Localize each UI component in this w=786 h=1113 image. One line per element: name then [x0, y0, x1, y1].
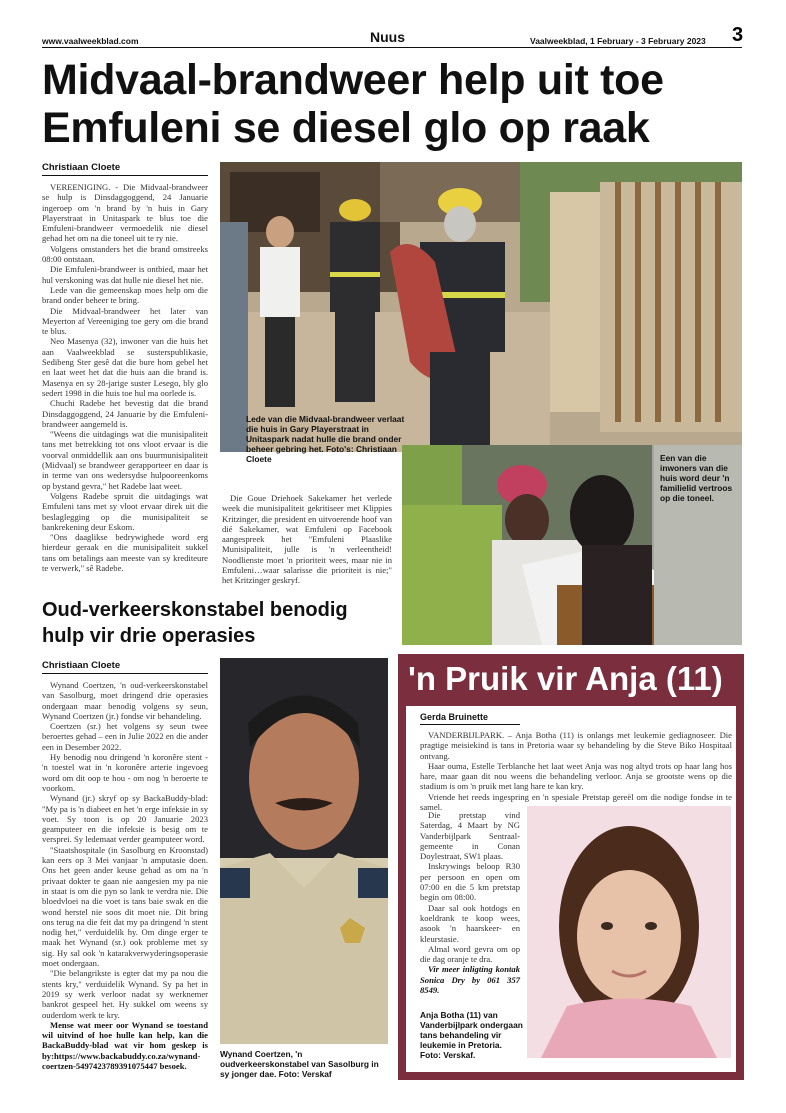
lead-paragraph: Volgens Radebe spruit die uitdagings wat Emfuleni tans met sy vloot ervaar direk uit die beslaglegging op die munisipaliteit se bankrekening deur Eskom.	[42, 490, 208, 532]
lead-paragraph: Chuchi Radebe het bevestig dat die brand Dinsdaggoggend, 24 Januarie by die Emfuleni-brandweer aangemeld is.	[42, 398, 208, 429]
section-label: Nuus	[370, 29, 405, 45]
lead-paragraph: "Weens die uitdagings wat die munisipaliteit tans met betrekking tot ons vloot ervaar is die voorval onmiddellik aan ons buurmunisipaliteit (Midvaal) se brandweer gerapporteer en daar is in terme van ons wedersydse hulpooreenkoms op bystand gevra," het Radebe laat weet.	[42, 429, 208, 491]
officer-portrait	[220, 658, 388, 1044]
anja-photo	[527, 806, 731, 1058]
lead-paragraph: "Ons daaglikse bedrywighede word erg hierdeur geraak en die munisipaliteit sukkel tans om betalings aan meeste van sy krediteure te verwerk," sê Radebe.	[42, 532, 208, 573]
header-rule	[42, 47, 742, 48]
story3-wide-column	[420, 730, 732, 812]
page-number: 3	[732, 24, 744, 46]
lead-paragraph: VEREENIGING. - Die Midvaal-brandweer se hulp is Dinsdaggoggend, 24 Januarie ingeroep om 'n brand by 'n huis in Gary Playerstraat in Unitaspark te blus toe die Emfuleni-brandweer vermoedelik nie diesel gehad het om na die toneel uit te ry nie.	[42, 182, 208, 244]
story3-paragraph: Haar ouma, Estelle Terblanche het laat weet Anja was nog altyd trots op haar lang hos hare, maar gaan dit nou weens die behandeling verloor. Anja se grootste wens op die stadium is om 'n pruik met lang hare te kan kry.	[420, 760, 732, 792]
lead-headline: Midvaal-brandweer help uit toe Emfuleni se diesel glo op raak	[42, 56, 664, 152]
story2-paragraph: Wynand (jr.) skryf op sy BackaBuddy-blad: "My pa is 'n diabeet en het 'n erge infeksie in sy voet. Sy toon is op 20 Januarie 2023 geamputeer en die infeksie is besig om te versprei. Sy ledemaat verder geamputeer word.	[42, 793, 208, 845]
consoling-caption: Een van die inwoners van die huis word deur 'n familielid vertroos op die toneel.	[660, 453, 733, 503]
story2-paragraph: Wynand Coertzen, 'n oud-verkeerskonstabel van Sasolburg, moet dringend drie operasies ondergaan maar benodig volgens sy seun, Wynand Coertzen (jr.) fondse vir behandeling.	[42, 680, 208, 721]
lead-paragraph: Neo Masenya (32), inwoner van die huis het aan Vaalweekblad se susterspublikasie, Sedibeng Ster gesê dat die bure hom gebel het en laat weet het dat die huis aan die brand is. Masenya en sy 28-jarige suster Lesego, bly glo sedert 1998 in die huis toe hul ma oorlede is.	[42, 336, 208, 398]
firefighters-caption: Lede van die Midvaal-brandweer verlaat die huis in Gary Playerstraat in Unitaspark nadat hulle die brand onder beheer gebring het. Foto's: Christiaan Cloete	[246, 414, 405, 464]
firefighters-photo	[220, 162, 742, 464]
story2-column	[42, 680, 208, 1070]
story2-headline: Oud-verkeerskonstabel benodig hulp vir drie operasies	[42, 599, 348, 647]
story3-paragraph: Vriende het reeds ingespring en 'n spesiale Pretstap gereël om die nodige fondse in te samel.	[420, 791, 732, 813]
lead-paragraph: Die Midvaal-brandweer het later van Meyerton af Vereeniging toe gery om die brand te blus.	[42, 305, 208, 337]
lead-paragraph: Lede van die gemeenskap moes help om die brand onder beheer te bring.	[42, 284, 208, 306]
story2-paragraph: "Die belangrikste is egter dat my pa nou die stents kry," verduidelik Wynand. Sy pa het in 2019 sy werk verloor nadat sy werknemer bankrot gespeel het. Hy sukkel om weens sy ouderdom werk te kry.	[42, 968, 208, 1020]
story2-paragraph: Coertzen (sr.) het volgens sy seun twee beroertes gehad – een in Julie 2022 en die ander een in Desember 2022.	[42, 721, 208, 752]
lead-paragraph: Die Emfuleni-brandweer is ontbied, maar het hul verskoning was dat hulle nie diesel het nie.	[42, 264, 208, 285]
story3-paragraph: Daar sal ook hotdogs en koeldrank te koop wees, asook 'n haarskeer- en kleurstasie.	[420, 902, 520, 944]
lead-paragraph: Volgens omstanders het die brand omstreeks 08:00 ontstaan.	[42, 243, 208, 265]
firefighters-illustration	[220, 162, 742, 452]
lead-column-1	[42, 182, 208, 622]
anja-caption: Anja Botha (11) van Vanderbijlpark ondergaan tans behandeling vir leukemie in Pretoria. Foto: Verskaf.	[420, 1010, 523, 1060]
lead-paragraph: Die Goue Driehoek Sakekamer het verlede week die munisipaliteit gekritiseer met Klippies Kritzinger, die president en uitvoerende hoof van dié Sakekamer, wat Emfuleni op Facebook aangespreek het "Emfuleni Plaaslike Munisipaliteit, julle is 'n verleentheid! Noodlienste moet 'n prioriteit wees, maar nie in Emfuleni…waar salarisse die prioriteit is nie;" het Kritzinger geskryf.	[222, 493, 392, 586]
story3-byline: Gerda Bruinette	[420, 712, 520, 725]
story2-paragraph: Hy benodig nou dringend 'n koronêre stent - 'n toestel wat in 'n koronêre arterie ingevoeg word om dit oop te hou - om nog 'n beroerte te voorkom.	[42, 752, 208, 793]
story3-paragraph: Die pretstap vind Saterdag, 4 Maart by NG Vanderbijlpark Sentraal-gemeente in Conan Doylestraat, SW1 plaas.	[420, 810, 520, 862]
lead-byline: Christiaan Cloete	[42, 162, 208, 176]
story2-paragraph: "Staatshospitale (in Sasolburg en Kroonstad) kan eers op 3 Mei vanjaar 'n amputasie doen. Ons het geen ander keuse gehad as om na 'n privaat dokter te gaan nie aangesien my pa nie in staat is om die pyn so lank te verdra nie. Die bloedvloei na die voet is tans baie swak en die wond herstel nie soos dit moet nie. Dit bring ons terug na die feit dat my pa dringend 'n stent nodig het," verduidelik hy. Om dinge erger te maak het Wynand (sr.) ook probleme met sy sig. Hy sal ook 'n katarakverwyderingsoperasie moet ondergaan.	[42, 844, 208, 969]
story2-appeal[interactable]: Mense wat meer oor Wynand se toestand wil uitvind of hoe hulle kan help, kan die BackaBuddy-blad wat vir hom geskep is by:https://www.backabuddy.co.za/wynand-coertzen-5497423789391075447 besoek.	[42, 1019, 208, 1071]
anja-illustration	[527, 806, 731, 1058]
story3-paragraph: Almal word gevra om op die dag oranje te dra.	[420, 943, 520, 965]
story3-contact: Vir meer inligting kontak Sonica Dry by 061 357 8549.	[420, 964, 520, 996]
consoling-photo	[402, 445, 742, 645]
story2-byline: Christiaan Cloete	[42, 660, 208, 674]
issue-date: Vaalweekblad, 1 February - 3 February 2023	[530, 36, 706, 46]
website-url[interactable]: www.vaalweekblad.com	[42, 36, 139, 46]
story3-narrow-column	[420, 810, 520, 995]
officer-illustration	[220, 658, 388, 1044]
story3-paragraph: VANDERBIJLPARK. – Anja Botha (11) is onlangs met leukemie gediagnoseer. Die pragtige meisiekind is tans in Pretoria waar sy behandeling by die Steve Biko Hospitaal ontvang.	[420, 730, 732, 761]
officer-caption: Wynand Coertzen, 'n oudverkeerskonstabel van Sasolburg in sy jonger dae. Foto: Verskaf	[220, 1049, 379, 1079]
story3-headline: 'n Pruik vir Anja (11)	[408, 660, 723, 697]
story3-paragraph: Inskrywings beloop R30 per persoon en open om 07:00 en die 5 km pretstap begin om 08:00.	[420, 861, 520, 903]
lead-column-2	[222, 493, 392, 586]
